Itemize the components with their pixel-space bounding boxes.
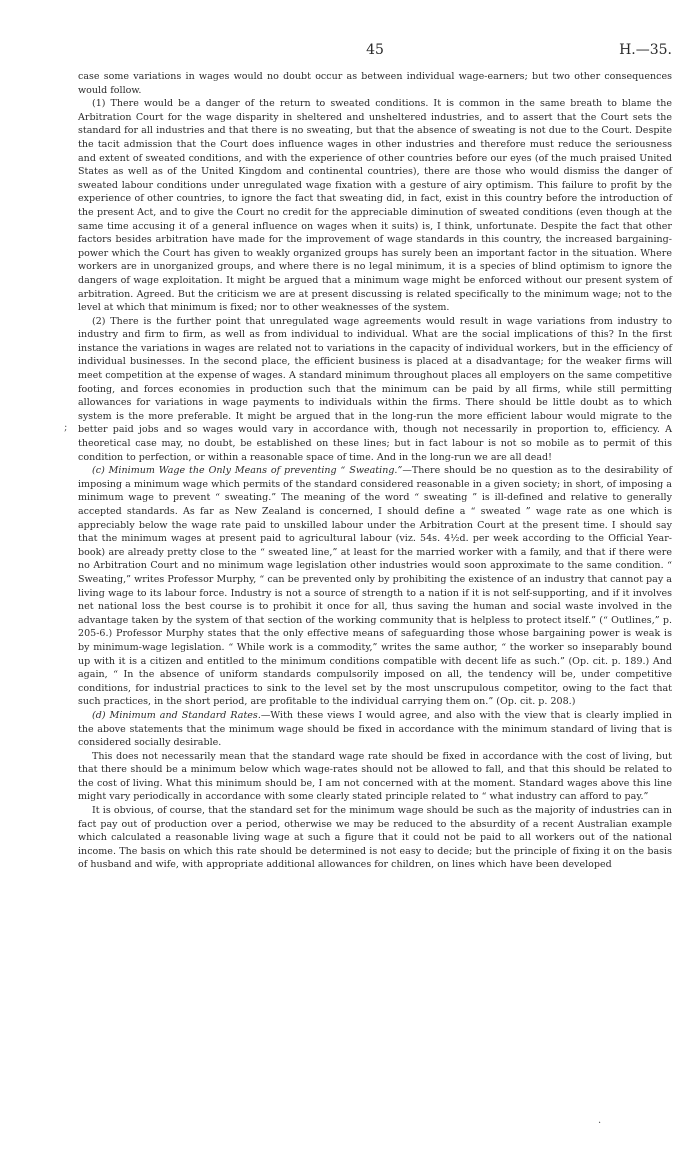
paragraph bbox=[78, 709, 672, 750]
paragraph-text: —With these views I would agree, and also with the view that is clearly implied in the above statements that the minimum wage should be fixed in accordance with the minimum standard of living that is considered socially desirable. bbox=[78, 709, 672, 749]
document-page bbox=[78, 42, 672, 872]
paragraph bbox=[78, 97, 672, 315]
paragraph bbox=[78, 750, 672, 804]
body-text bbox=[78, 70, 672, 872]
page-header bbox=[78, 42, 672, 70]
paragraph bbox=[78, 464, 672, 709]
paragraph-text: (2) There is the further point that unregulated wage agreements would result in wage variations from industry to industry and firm to firm, as well as from individual to individual. What are the social implications of this? In the first instance the variations in wages are related not to variations in the capacity of individual workers, but in the efficiency of individual businesses. In the second place, the efficient business is placed at a disadvantage; for the weaker firms will meet competition at the expense of wages. A standard minimum throughout places all employers on the same competitive footing, and forces economies in production such that the minimum can be paid by all firms, while still permitting allowances for variations in wage payments to individuals within the firms. There should be little doubt as to which system is the more preferable. It might be argued that in the long-run the more efficient labour would migrate to the better paid jobs and so wages would vary in accordance with, though not necessarily in proportion to, efficiency. A theoretical case may, no doubt, be established on these lines; but in fact labour is not so mobile as to permit of this condition to perfection, or within a reasonable space of time. And in the long-run we are all dead! bbox=[78, 315, 672, 463]
paragraph bbox=[78, 70, 672, 97]
section-heading: (c) Minimum Wage the Only Means of preventing “ Sweating.” bbox=[92, 465, 403, 477]
paragraph bbox=[78, 804, 672, 872]
paragraph-text: (1) There would be a danger of the return to sweated conditions. It is common in the same breath to blame the Arbitration Court for the wage disparity in sheltered and unsheltered industries, and to assert that the Court sets the standard for all industries and that there is no sweating, but that the absence of sweating is not due to the Court. Despite the tacit admission that the Court does influence wages in other industries and therefore must reduce the seriousness and extent of sweated conditions, and with the experience of other countries before our eyes (of the much praised United States as well as of the United Kingdom and continental countries), there are those who would dismiss the danger of sweated labour conditions under unregulated wage fixation with a gesture of airy optimism. This failure to profit by the experience of other countries, to ignore the fact that sweating did, in fact, exist in this country before the introduction of the present Act, and to give the Court no credit for the appreciable diminution of sweated conditions (even though at the same time accusing it of a general influence on wages when it suits) is, I think, unfortunate. Despite the fact that other factors besides arbitration have made for the improvement of wage standards in this country, the increased bargaining-power which the Court has given to weakly organized groups has surely been an important factor in the situation. Where workers are in unorganized groups, and where there is no legal minimum, it is a species of blind optimism to ignore the dangers of wage exploitation. It might be argued that a minimum wage might be enforced without our present system of arbitration. Agreed. But the criticism we are at present discussing is related specifically to the minimum wage; not to the level at which that minimum is fixed; nor to other weaknesses of the system. bbox=[78, 98, 672, 314]
paragraph-text: —There should be no question as to the desirability of imposing a minimum wage which permits of the standard considered reasonable in a given society; in short, of imposing a minimum wage to prevent “ sweating.” The meaning of the word “ sweating ” is ill-defined and relative to generally accepted standards. As far as New Zealand is concerned, I should define a “ sweated ” wage rate as one which is appreciably below the wage rate paid to unskilled labour under the Arbitration Court at the present time. I should say that the minimum wages at present paid to agricultural labour (viz. 54s. 4½d. per week according to the Official Year-book) are already pretty close to the “ sweated line,” at least for the married worker with a family, and that if there were no Arbitration Court and no minimum wage legislation other industries would soon approximate to the same condition. “ Sweating,” writes Professor Murphy, “ can be prevented only by prohibiting the existence of an industry that cannot pay a living wage to its labour force. Industry is not a source of strength to a nation if it is not self-supporting, and if it involves net national loss the best course is to prohibit it once for all, thus saving the human and social waste involved in the advantage taken by the system of that section of the working community that is helpless to protect itself.” (“ Outlines,” p. 205-6.) Professor Murphy states that the only effective means of safeguarding those whose bargaining power is weak is by minimum-wage legislation. “ While work is a commodity,” writes the same author, “ the worker so inseparably bound up with it is a citizen and entitled to the minimum conditions compatible with decent life as such.” (Op. cit. p. 189.) And again, “ In the absence of uniform standards compulsorily imposed on all, the tendency will be, under competitive conditions, for industrial practices to sink to the level set by the most unscrupulous competitor, owing to the fact that such practices, in the short period, are profitable to the individual carrying them on.” (Op. cit. p. 208.) bbox=[78, 465, 672, 708]
paragraph-text: This does not necessarily mean that the standard wage rate should be fixed in accordance with the cost of living, but that there should be a minimum below which wage-rates should not be allowed to fall, and that this should be related to the cost of living. What this minimum should be, I am not concerned with at the moment. Standard wages above this line might vary periodically in accordance with some clearly stated principle related to “ what industry can afford to pay.” bbox=[78, 750, 672, 803]
margin-mark: ; bbox=[64, 422, 68, 433]
paragraph-text: case some variations in wages would no doubt occur as between individual wage-earners; but two other consequences would follow. bbox=[78, 71, 672, 96]
stray-mark: · bbox=[598, 1118, 602, 1129]
paragraph bbox=[78, 315, 672, 465]
page-number: 45 bbox=[366, 42, 384, 58]
document-reference: H.—35. bbox=[619, 42, 672, 58]
section-heading: (d) Minimum and Standard Rates. bbox=[92, 709, 261, 721]
paragraph-text: It is obvious, of course, that the standard set for the minimum wage should be such as the majority of industries can in fact pay out of production over a period, otherwise we may be reduced to the absurdity of a recent Australian example which calculated a reasonable living wage at such a figure that it could not be paid to all workers out of the national income. The basis on which this rate should be determined is not easy to decide; but the principle of fixing it on the basis of husband and wife, with appropriate additional allowances for children, on lines which have been developed bbox=[78, 805, 672, 871]
